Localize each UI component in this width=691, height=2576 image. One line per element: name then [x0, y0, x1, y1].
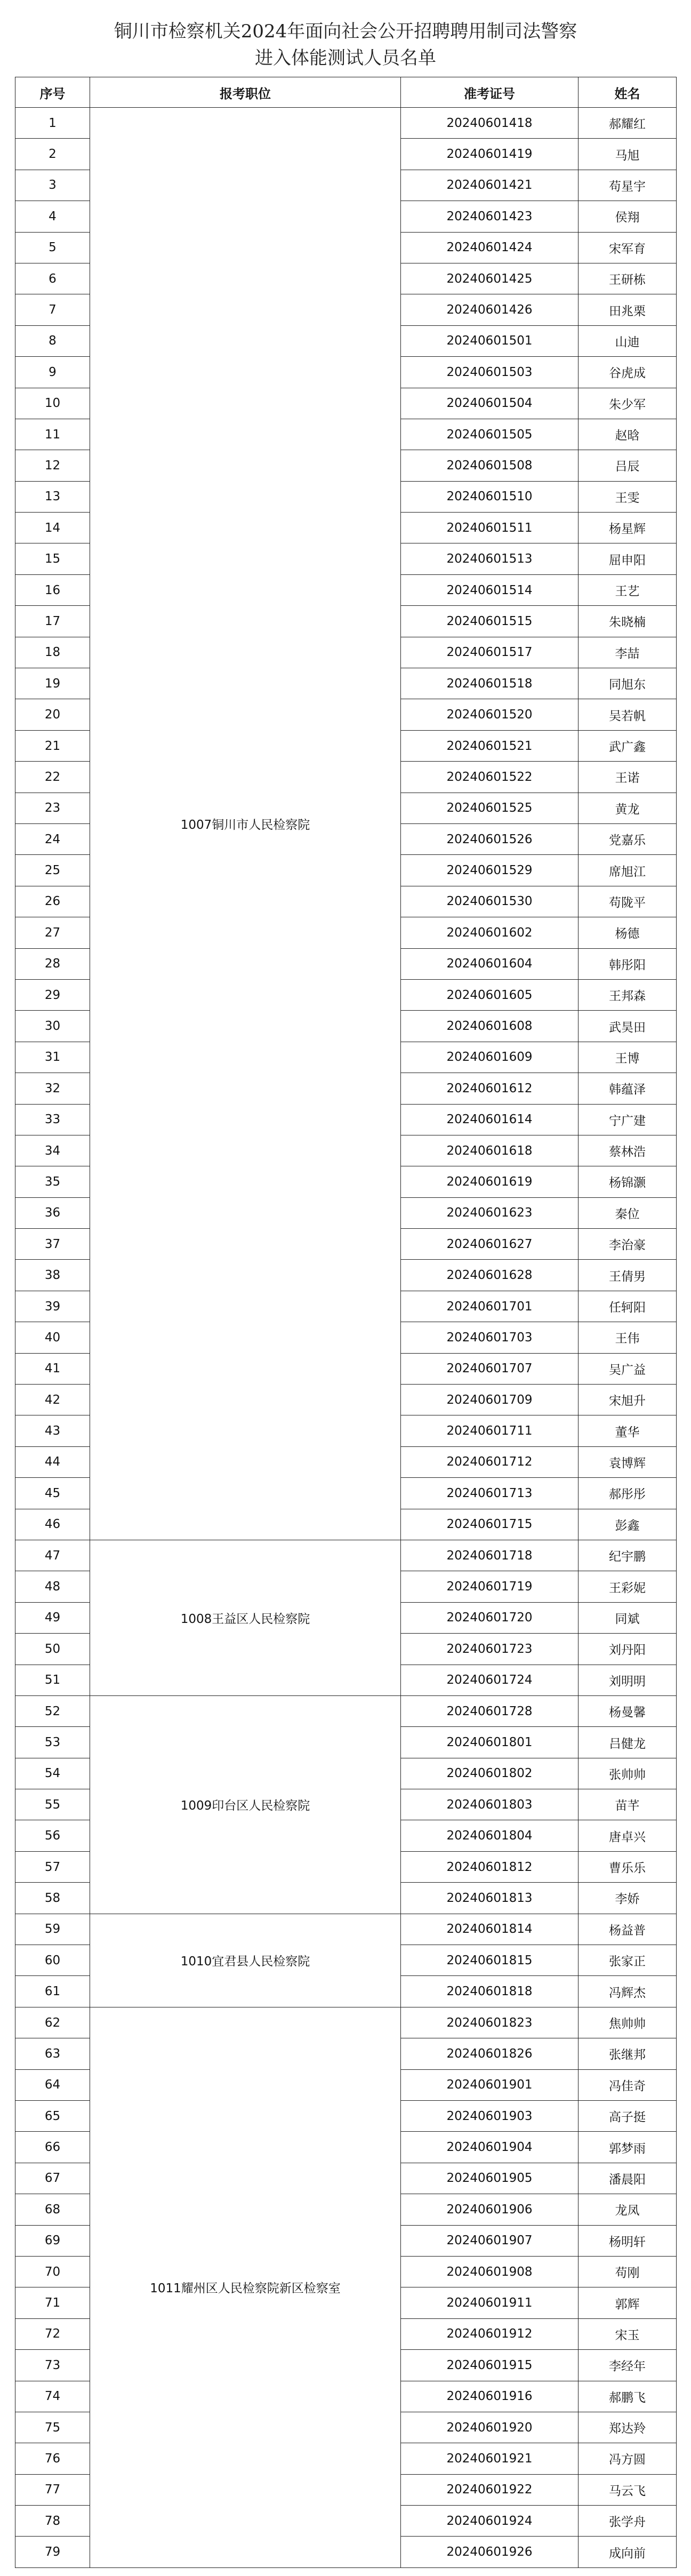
cell-exam-number: 20240601525	[401, 793, 578, 823]
cell-name: 武昊田	[578, 1011, 677, 1042]
cell-index: 17	[15, 606, 90, 637]
cell-exam-number: 20240601421	[401, 170, 578, 201]
cell-name: 李喆	[578, 637, 677, 668]
header-position: 报考职位	[90, 77, 401, 108]
cell-index: 10	[15, 388, 90, 419]
cell-index: 71	[15, 2287, 90, 2318]
cell-exam-number: 20240601522	[401, 762, 578, 793]
table-row	[15, 1540, 677, 1571]
cell-name: 杨明轩	[578, 2225, 677, 2256]
cell-name: 同旭东	[578, 668, 677, 699]
cell-exam-number: 20240601515	[401, 606, 578, 637]
cell-name: 苟星宇	[578, 170, 677, 201]
cell-exam-number: 20240601720	[401, 1602, 578, 1633]
cell-exam-number: 20240601517	[401, 637, 578, 668]
cell-exam-number: 20240601815	[401, 1945, 578, 1976]
cell-name: 屈申阳	[578, 543, 677, 574]
cell-index: 78	[15, 2506, 90, 2537]
table-row	[15, 1695, 677, 1726]
cell-name: 任轲阳	[578, 1291, 677, 1322]
cell-name: 杨锦灏	[578, 1166, 677, 1197]
cell-index: 68	[15, 2194, 90, 2225]
cell-exam-number: 20240601920	[401, 2412, 578, 2443]
cell-name: 侯翔	[578, 201, 677, 232]
cell-index: 30	[15, 1011, 90, 1042]
cell-exam-number: 20240601906	[401, 2194, 578, 2225]
cell-exam-number: 20240601425	[401, 263, 578, 294]
cell-exam-number: 20240601915	[401, 2350, 578, 2381]
cell-name: 王彩妮	[578, 1571, 677, 1602]
cell-index: 44	[15, 1446, 90, 1477]
cell-index: 43	[15, 1415, 90, 1446]
table-header	[15, 77, 677, 108]
cell-name: 唐卓兴	[578, 1820, 677, 1851]
cell-index: 9	[15, 357, 90, 388]
cell-index: 23	[15, 793, 90, 823]
cell-exam-number: 20240601419	[401, 139, 578, 170]
cell-exam-number: 20240601912	[401, 2318, 578, 2349]
cell-index: 12	[15, 450, 90, 481]
cell-exam-number: 20240601924	[401, 2506, 578, 2537]
cell-exam-number: 20240601907	[401, 2225, 578, 2256]
cell-index: 64	[15, 2069, 90, 2100]
cell-name: 马旭	[578, 139, 677, 170]
cell-exam-number: 20240601908	[401, 2256, 578, 2287]
cell-name: 张帅帅	[578, 1758, 677, 1789]
cell-name: 武广鑫	[578, 730, 677, 761]
cell-exam-number: 20240601728	[401, 1695, 578, 1726]
cell-index: 62	[15, 2007, 90, 2038]
cell-name: 张继邦	[578, 2038, 677, 2069]
cell-exam-number: 20240601921	[401, 2443, 578, 2474]
cell-name: 谷虎成	[578, 357, 677, 388]
cell-name: 董华	[578, 1415, 677, 1446]
cell-exam-number: 20240601521	[401, 730, 578, 761]
cell-name: 纪宇鹏	[578, 1540, 677, 1571]
cell-name: 杨星辉	[578, 513, 677, 543]
cell-exam-number: 20240601604	[401, 948, 578, 979]
cell-exam-number: 20240601707	[401, 1353, 578, 1384]
cell-index: 56	[15, 1820, 90, 1851]
cell-exam-number: 20240601424	[401, 232, 578, 263]
cell-name: 吕健龙	[578, 1727, 677, 1758]
cell-index: 60	[15, 1945, 90, 1976]
cell-name: 冯辉杰	[578, 1976, 677, 2007]
cell-exam-number: 20240601608	[401, 1011, 578, 1042]
cell-name: 吴广益	[578, 1353, 677, 1384]
cell-exam-number: 20240601514	[401, 574, 578, 605]
cell-index: 21	[15, 730, 90, 761]
cell-exam-number: 20240601723	[401, 1634, 578, 1665]
cell-name: 王雯	[578, 481, 677, 512]
cell-exam-number: 20240601508	[401, 450, 578, 481]
cell-position: 1010宜君县人民检察院	[90, 1914, 401, 2007]
cell-name: 郝彤彤	[578, 1478, 677, 1509]
cell-index: 28	[15, 948, 90, 979]
cell-name: 杨德	[578, 917, 677, 948]
cell-index: 5	[15, 232, 90, 263]
cell-exam-number: 20240601812	[401, 1851, 578, 1882]
cell-index: 1	[15, 108, 90, 139]
cell-index: 46	[15, 1509, 90, 1540]
cell-index: 55	[15, 1789, 90, 1820]
cell-index: 50	[15, 1634, 90, 1665]
cell-exam-number: 20240601724	[401, 1665, 578, 1695]
cell-exam-number: 20240601526	[401, 823, 578, 854]
cell-exam-number: 20240601802	[401, 1758, 578, 1789]
cell-index: 69	[15, 2225, 90, 2256]
cell-name: 杨曼馨	[578, 1695, 677, 1726]
cell-name: 党嘉乐	[578, 823, 677, 854]
cell-index: 48	[15, 1571, 90, 1602]
cell-exam-number: 20240601712	[401, 1446, 578, 1477]
page-title	[15, 16, 676, 77]
cell-exam-number: 20240601901	[401, 2069, 578, 2100]
cell-name: 宋军育	[578, 232, 677, 263]
cell-index: 2	[15, 139, 90, 170]
cell-index: 47	[15, 1540, 90, 1571]
cell-exam-number: 20240601418	[401, 108, 578, 139]
cell-exam-number: 20240601602	[401, 917, 578, 948]
cell-index: 31	[15, 1042, 90, 1073]
cell-exam-number: 20240601503	[401, 357, 578, 388]
cell-name: 吕辰	[578, 450, 677, 481]
cell-index: 15	[15, 543, 90, 574]
cell-exam-number: 20240601718	[401, 1540, 578, 1571]
cell-exam-number: 20240601501	[401, 325, 578, 356]
cell-name: 刘丹阳	[578, 1634, 677, 1665]
cell-index: 13	[15, 481, 90, 512]
cell-name: 郭梦雨	[578, 2132, 677, 2163]
cell-index: 35	[15, 1166, 90, 1197]
cell-exam-number: 20240601715	[401, 1509, 578, 1540]
cell-index: 22	[15, 762, 90, 793]
cell-exam-number: 20240601711	[401, 1415, 578, 1446]
cell-name: 蔡林浩	[578, 1135, 677, 1166]
cell-name: 苟陇平	[578, 886, 677, 917]
document-page	[15, 16, 676, 2568]
cell-index: 72	[15, 2318, 90, 2349]
cell-exam-number: 20240601804	[401, 1820, 578, 1851]
cell-exam-number: 20240601903	[401, 2101, 578, 2132]
cell-index: 67	[15, 2163, 90, 2194]
cell-index: 8	[15, 325, 90, 356]
cell-exam-number: 20240601905	[401, 2163, 578, 2194]
cell-name: 田兆栗	[578, 294, 677, 325]
cell-name: 龙凤	[578, 2194, 677, 2225]
cell-index: 32	[15, 1073, 90, 1104]
cell-exam-number: 20240601922	[401, 2474, 578, 2505]
candidate-table	[15, 77, 677, 2568]
cell-name: 张家正	[578, 1945, 677, 1976]
cell-position: 1009印台区人民检察院	[90, 1695, 401, 1914]
cell-exam-number: 20240601530	[401, 886, 578, 917]
cell-index: 19	[15, 668, 90, 699]
cell-name: 王伟	[578, 1322, 677, 1353]
cell-name: 王艺	[578, 574, 677, 605]
cell-index: 4	[15, 201, 90, 232]
cell-name: 黄龙	[578, 793, 677, 823]
cell-index: 14	[15, 513, 90, 543]
cell-name: 王倩男	[578, 1260, 677, 1291]
cell-name: 赵晗	[578, 419, 677, 450]
cell-index: 37	[15, 1229, 90, 1260]
cell-name: 郑达羚	[578, 2412, 677, 2443]
cell-index: 24	[15, 823, 90, 854]
cell-name: 朱晓楠	[578, 606, 677, 637]
cell-exam-number: 20240601518	[401, 668, 578, 699]
title-line-2: 进入体能测试人员名单	[255, 47, 436, 69]
cell-index: 75	[15, 2412, 90, 2443]
cell-exam-number: 20240601609	[401, 1042, 578, 1073]
cell-name: 韩彤阳	[578, 948, 677, 979]
cell-exam-number: 20240601628	[401, 1260, 578, 1291]
cell-index: 36	[15, 1197, 90, 1228]
cell-index: 53	[15, 1727, 90, 1758]
cell-exam-number: 20240601529	[401, 855, 578, 886]
cell-exam-number: 20240601614	[401, 1104, 578, 1135]
cell-exam-number: 20240601826	[401, 2038, 578, 2069]
title-line-1: 铜川市检察机关2024年面向社会公开招聘聘用制司法警察	[114, 21, 577, 42]
cell-name: 郝鹏飞	[578, 2381, 677, 2412]
cell-index: 38	[15, 1260, 90, 1291]
cell-index: 29	[15, 979, 90, 1010]
cell-index: 18	[15, 637, 90, 668]
cell-index: 42	[15, 1385, 90, 1415]
cell-exam-number: 20240601619	[401, 1166, 578, 1197]
cell-name: 苟刚	[578, 2256, 677, 2287]
cell-index: 49	[15, 1602, 90, 1633]
cell-index: 6	[15, 263, 90, 294]
cell-name: 冯佳奇	[578, 2069, 677, 2100]
cell-position: 1007铜川市人民检察院	[90, 108, 401, 1540]
cell-exam-number: 20240601520	[401, 699, 578, 730]
cell-exam-number: 20240601719	[401, 1571, 578, 1602]
cell-name: 马云飞	[578, 2474, 677, 2505]
cell-index: 66	[15, 2132, 90, 2163]
header-index: 序号	[15, 77, 90, 108]
cell-index: 58	[15, 1883, 90, 1914]
cell-name: 吴若帆	[578, 699, 677, 730]
cell-name: 宋旭升	[578, 1385, 677, 1415]
cell-exam-number: 20240601627	[401, 1229, 578, 1260]
cell-exam-number: 20240601818	[401, 1976, 578, 2007]
cell-index: 54	[15, 1758, 90, 1789]
cell-exam-number: 20240601713	[401, 1478, 578, 1509]
cell-exam-number: 20240601612	[401, 1073, 578, 1104]
cell-name: 冯方圆	[578, 2443, 677, 2474]
header-name: 姓名	[578, 77, 677, 108]
cell-name: 焦帅帅	[578, 2007, 677, 2038]
cell-index: 65	[15, 2101, 90, 2132]
cell-exam-number: 20240601823	[401, 2007, 578, 2038]
cell-index: 45	[15, 1478, 90, 1509]
cell-exam-number: 20240601814	[401, 1914, 578, 1945]
cell-index: 16	[15, 574, 90, 605]
cell-index: 3	[15, 170, 90, 201]
cell-name: 李经年	[578, 2350, 677, 2381]
cell-name: 韩蕴泽	[578, 1073, 677, 1104]
cell-name: 秦位	[578, 1197, 677, 1228]
cell-name: 李治豪	[578, 1229, 677, 1260]
cell-index: 41	[15, 1353, 90, 1384]
cell-index: 52	[15, 1695, 90, 1726]
cell-index: 40	[15, 1322, 90, 1353]
cell-exam-number: 20240601605	[401, 979, 578, 1010]
header-exam-number: 准考证号	[401, 77, 578, 108]
cell-name: 成向前	[578, 2537, 677, 2567]
cell-exam-number: 20240601423	[401, 201, 578, 232]
cell-name: 宋玉	[578, 2318, 677, 2349]
cell-name: 高子挺	[578, 2101, 677, 2132]
cell-exam-number: 20240601511	[401, 513, 578, 543]
cell-index: 79	[15, 2537, 90, 2567]
cell-index: 25	[15, 855, 90, 886]
cell-name: 王邦森	[578, 979, 677, 1010]
cell-name: 曹乐乐	[578, 1851, 677, 1882]
cell-name: 宁广建	[578, 1104, 677, 1135]
cell-index: 34	[15, 1135, 90, 1166]
cell-index: 7	[15, 294, 90, 325]
table-row	[15, 108, 677, 139]
cell-name: 潘晨阳	[578, 2163, 677, 2194]
cell-exam-number: 20240601623	[401, 1197, 578, 1228]
cell-position: 1008王益区人民检察院	[90, 1540, 401, 1695]
cell-name: 郝耀红	[578, 108, 677, 139]
cell-exam-number: 20240601618	[401, 1135, 578, 1166]
table-body	[15, 108, 677, 2568]
cell-index: 26	[15, 886, 90, 917]
cell-index: 11	[15, 419, 90, 450]
cell-exam-number: 20240601510	[401, 481, 578, 512]
cell-index: 74	[15, 2381, 90, 2412]
cell-name: 王研栋	[578, 263, 677, 294]
cell-name: 郭辉	[578, 2287, 677, 2318]
cell-index: 20	[15, 699, 90, 730]
cell-exam-number: 20240601504	[401, 388, 578, 419]
cell-exam-number: 20240601813	[401, 1883, 578, 1914]
cell-exam-number: 20240601803	[401, 1789, 578, 1820]
cell-index: 73	[15, 2350, 90, 2381]
cell-index: 76	[15, 2443, 90, 2474]
cell-position: 1011耀州区人民检察院新区检察室	[90, 2007, 401, 2567]
cell-exam-number: 20240601926	[401, 2537, 578, 2567]
cell-exam-number: 20240601911	[401, 2287, 578, 2318]
cell-index: 27	[15, 917, 90, 948]
cell-exam-number: 20240601709	[401, 1385, 578, 1415]
cell-name: 苗芊	[578, 1789, 677, 1820]
cell-name: 同斌	[578, 1602, 677, 1633]
cell-exam-number: 20240601426	[401, 294, 578, 325]
cell-exam-number: 20240601505	[401, 419, 578, 450]
cell-exam-number: 20240601801	[401, 1727, 578, 1758]
cell-name: 王诺	[578, 762, 677, 793]
cell-name: 张学舟	[578, 2506, 677, 2537]
cell-index: 51	[15, 1665, 90, 1695]
cell-name: 杨益普	[578, 1914, 677, 1945]
cell-exam-number: 20240601904	[401, 2132, 578, 2163]
cell-index: 59	[15, 1914, 90, 1945]
cell-name: 王博	[578, 1042, 677, 1073]
cell-name: 席旭江	[578, 855, 677, 886]
cell-exam-number: 20240601701	[401, 1291, 578, 1322]
cell-name: 朱少军	[578, 388, 677, 419]
cell-name: 刘明明	[578, 1665, 677, 1695]
cell-name: 袁博辉	[578, 1446, 677, 1477]
cell-index: 63	[15, 2038, 90, 2069]
cell-exam-number: 20240601916	[401, 2381, 578, 2412]
cell-name: 李娇	[578, 1883, 677, 1914]
cell-index: 70	[15, 2256, 90, 2287]
cell-index: 61	[15, 1976, 90, 2007]
table-row	[15, 2007, 677, 2038]
cell-index: 39	[15, 1291, 90, 1322]
cell-index: 77	[15, 2474, 90, 2505]
cell-exam-number: 20240601703	[401, 1322, 578, 1353]
table-row	[15, 1914, 677, 1945]
cell-name: 山迪	[578, 325, 677, 356]
cell-exam-number: 20240601513	[401, 543, 578, 574]
cell-name: 彭鑫	[578, 1509, 677, 1540]
cell-index: 57	[15, 1851, 90, 1882]
cell-index: 33	[15, 1104, 90, 1135]
